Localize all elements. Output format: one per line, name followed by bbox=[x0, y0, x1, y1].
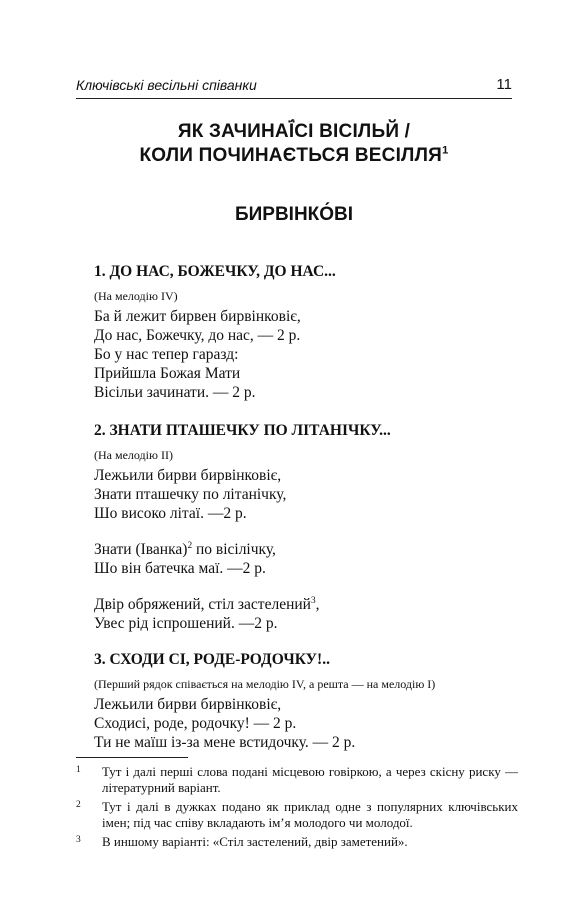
song bbox=[94, 650, 518, 752]
verse-line bbox=[94, 466, 518, 485]
verse-line bbox=[94, 504, 518, 523]
verse-text: Вісільи зачинати. — 2 р. bbox=[94, 384, 256, 401]
verse-text: Прийшла Божая Мати bbox=[94, 365, 241, 382]
running-header bbox=[76, 76, 512, 99]
stanza bbox=[94, 695, 518, 752]
footnote-divider bbox=[76, 757, 188, 758]
song-title: 2. ЗНАТИ ПТАШЕЧКУ ПО ЛІТАНІЧКУ... bbox=[94, 422, 391, 439]
stanza bbox=[94, 307, 518, 402]
footnote bbox=[76, 799, 518, 831]
chapter-title-text: КОЛИ ПОЧИНАЄТЬСЯ ВЕСІЛЛЯ bbox=[139, 145, 442, 166]
footnote-number: 2 bbox=[76, 800, 81, 810]
verse-line bbox=[94, 714, 518, 733]
verse-text: Лежьили бирви бирвінковіє, bbox=[94, 696, 282, 713]
verse-line bbox=[94, 559, 518, 578]
footnote bbox=[76, 764, 518, 796]
verse-text: Ба й лежит бирвен бирвінковіє, bbox=[94, 308, 301, 325]
footnote-text: В иншому варіанті: «Стіл застелений, двір заметений». bbox=[102, 834, 408, 849]
verse-text: Ти не маїш із-за мене встидочку. — 2 р. bbox=[94, 734, 356, 751]
verse-line bbox=[94, 364, 518, 383]
melody-note: (На мелодію II) bbox=[94, 448, 173, 462]
footnote-number: 1 bbox=[76, 765, 81, 775]
verse-text: Двір обряжений, стіл застелений bbox=[94, 596, 311, 613]
verse-text-tail: по вісілічку, bbox=[192, 541, 276, 558]
melody-note: (Перший рядок співається на мелодію IV, а решта — на мелодію I) bbox=[94, 677, 436, 691]
verse-text: Бо у нас тепер гаразд: bbox=[94, 346, 239, 363]
verse-line bbox=[94, 540, 518, 559]
footnote-ref: 3 bbox=[310, 595, 316, 606]
verse-text: До нас, Божечку, до нас, — 2 р. bbox=[94, 327, 301, 344]
verse-line bbox=[94, 614, 518, 633]
verse-line bbox=[94, 695, 518, 714]
footnote-text: Тут і далі в дужках подано як приклад одне з популярних ключівських імен; під час співу вкладають ім’я молодого чи молодої. bbox=[102, 799, 518, 830]
stanza bbox=[94, 466, 518, 523]
footnote bbox=[76, 834, 518, 850]
verse-text: Шо він батечка маї. —2 р. bbox=[94, 560, 266, 577]
verse-text: Знати пташечку по літанічку, bbox=[94, 486, 287, 503]
song bbox=[94, 421, 518, 633]
melody-note: (На мелодію IV) bbox=[94, 289, 178, 303]
verse-text: Сходисі, роде, родочку! — 2 р. bbox=[94, 715, 297, 732]
chapter-title bbox=[76, 120, 512, 168]
stanza bbox=[94, 595, 518, 633]
song-title: 3. СХОДИ СІ, РОДЕ-РОДОЧКУ!.. bbox=[94, 651, 330, 668]
verse-text: Лежьили бирви бирвінковіє, bbox=[94, 467, 282, 484]
footnote-number: 3 bbox=[76, 835, 81, 845]
verse-text: Шо високо літаї. —2 р. bbox=[94, 505, 247, 522]
section-title: БИРВІНКО́ВІ bbox=[234, 204, 354, 225]
verse-text: Увес рід іспрошений. —2 р. bbox=[94, 615, 278, 632]
footnotes bbox=[76, 764, 518, 853]
verse-line bbox=[94, 733, 518, 752]
verse-text: Знати (Іванка) bbox=[94, 541, 188, 558]
page-number: 11 bbox=[496, 76, 512, 93]
chapter-title-line-2 bbox=[76, 144, 512, 168]
running-title: Ключівські весільні співанки bbox=[76, 77, 257, 93]
song-title: 1. ДО НАС, БОЖЕЧКУ, ДО НАС... bbox=[94, 263, 336, 280]
verse-line bbox=[94, 595, 518, 614]
footnote-ref: 2 bbox=[187, 540, 193, 551]
verse-line bbox=[94, 307, 518, 326]
footnote-text: Тут і далі перші слова подані місцевою говіркою, а через скісну риску — літературний варіант. bbox=[102, 764, 518, 795]
verse-text-tail: , bbox=[315, 596, 320, 613]
stanza bbox=[94, 540, 518, 578]
verse-line bbox=[94, 326, 518, 345]
verse-line bbox=[94, 383, 518, 402]
verse-line bbox=[94, 345, 518, 364]
footnote-ref: 1 bbox=[441, 144, 449, 157]
song bbox=[94, 262, 518, 402]
verse-line bbox=[94, 485, 518, 504]
chapter-title-line-1: ЯК ЗАЧИНАЇ́СІ ВІСІЛЬЙ / bbox=[177, 121, 411, 142]
